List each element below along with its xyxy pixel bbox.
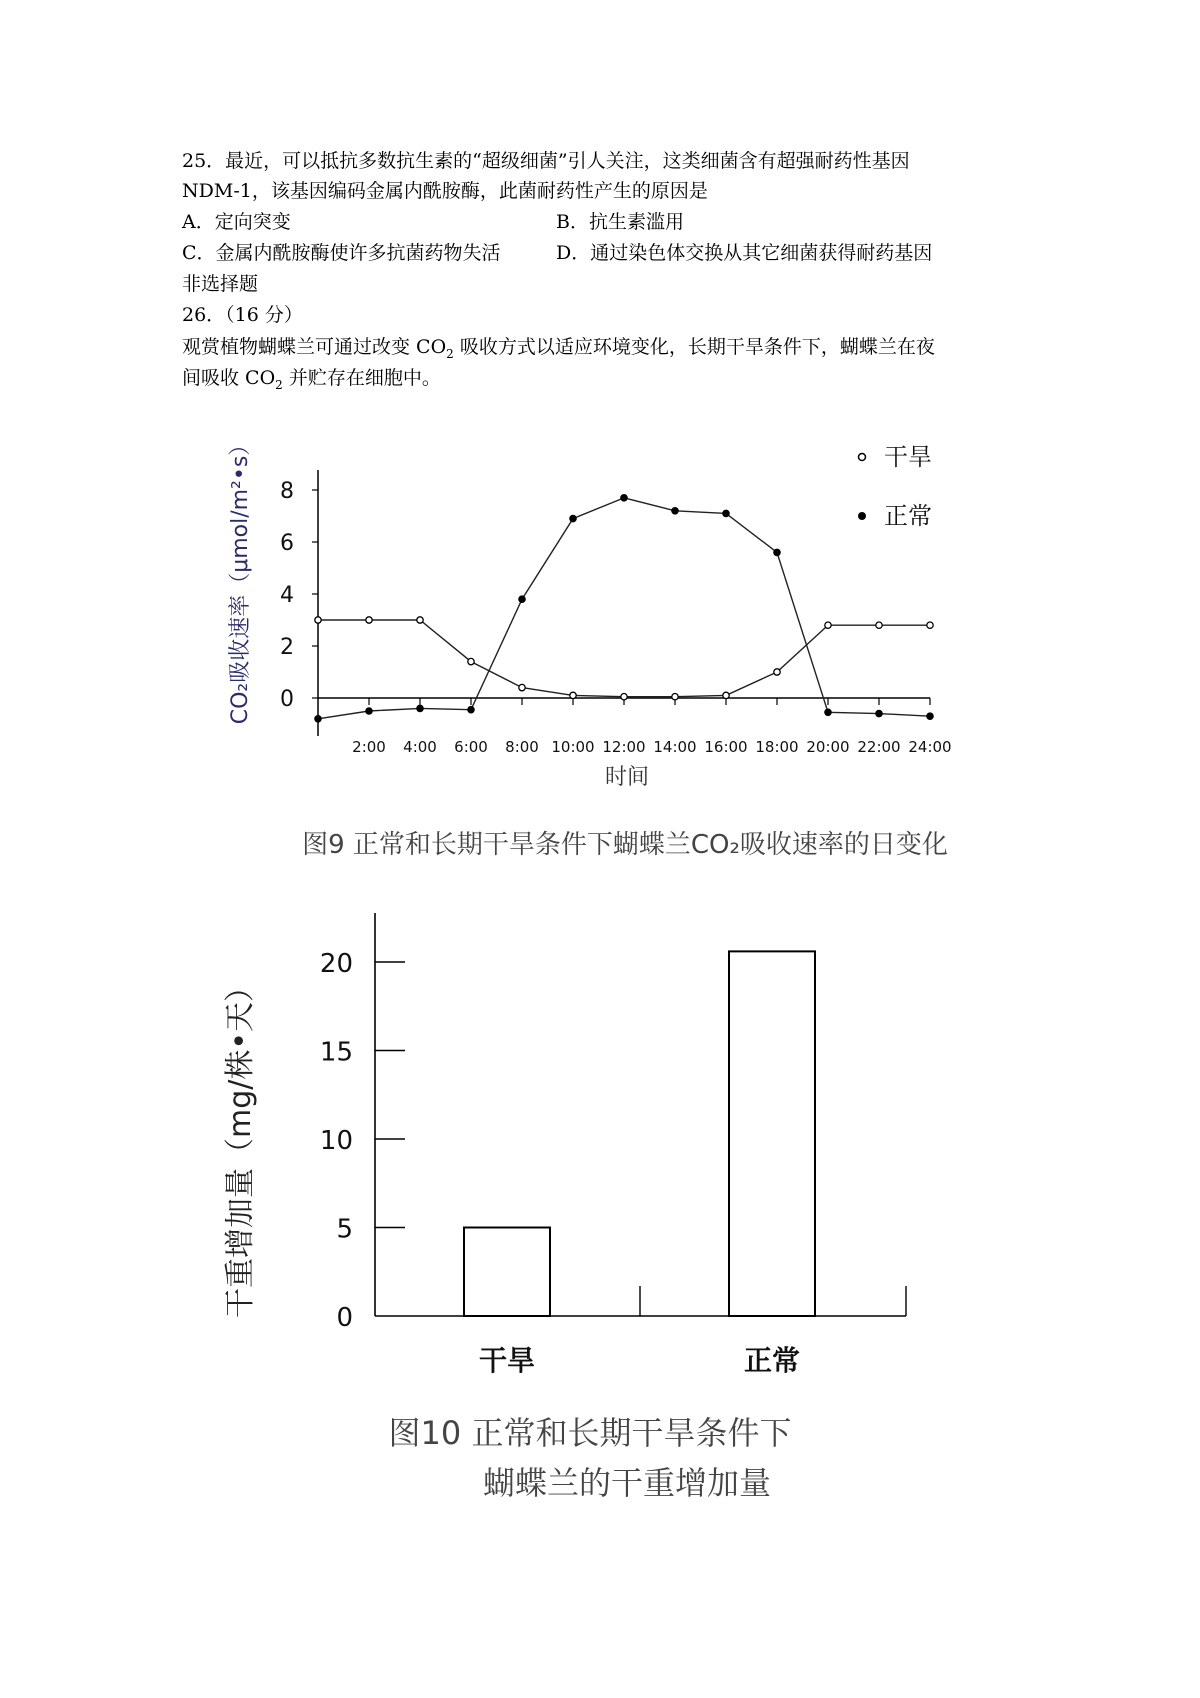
x-tick-label: 8:00 <box>505 738 539 756</box>
q26-line1-part-a: 观赏植物蝴蝶兰可通过改变 CO <box>182 336 447 358</box>
figure10-caption-line1: 图10 正常和长期干旱条件下 <box>388 1414 792 1452</box>
x-tick-label: 6:00 <box>454 738 488 756</box>
x-tick-label: 20:00 <box>806 738 850 756</box>
y-tick-label: 0 <box>280 687 294 712</box>
q26-line2-part-a: 间吸收 CO <box>182 367 276 389</box>
x-tick-label: 18:00 <box>755 738 799 756</box>
y-tick-label: 6 <box>280 531 294 556</box>
category-label-drought: 干旱 <box>478 1344 536 1377</box>
y-tick-label: 15 <box>319 1037 353 1068</box>
x-tick-label: 24:00 <box>908 738 952 756</box>
section-label: 非选择题 <box>182 273 259 295</box>
y-tick-label: 10 <box>319 1126 353 1156</box>
figure10-caption-line2: 蝴蝶兰的干重增加量 <box>482 1464 772 1502</box>
q25-stem-line1: 25．最近，可以抵抗多数抗生素的“超级细菌”引人关注，这类细菌含有超强耐药性基因 <box>182 150 910 172</box>
y-tick-label: 4 <box>280 583 294 608</box>
legend-label-drought: 干旱 <box>884 443 932 471</box>
x-tick-label: 12:00 <box>602 738 646 756</box>
category-label-normal: 正常 <box>743 1344 801 1377</box>
q25-stem-line2: NDM-1，该基因编码金属内酰胺酶，此菌耐药性产生的原因是 <box>182 180 708 202</box>
q25-option-c: C．金属内酰胺酶使许多抗菌药物失活 <box>182 242 501 264</box>
q26-header: 26．（16 分） <box>182 304 303 326</box>
x-tick-label: 4:00 <box>403 738 437 756</box>
y-tick-label: 0 <box>336 1303 353 1333</box>
q25-option-b: B．抗生素滥用 <box>556 211 684 233</box>
x-tick-label: 14:00 <box>653 738 697 756</box>
y-tick-label: 8 <box>280 479 294 504</box>
bar-normal <box>729 951 815 1316</box>
legend-label-normal: 正常 <box>884 502 932 530</box>
q25-option-d: D．通过染色体交换从其它细菌获得耐药基因 <box>556 242 933 264</box>
q25-option-a: A．定向突变 <box>182 211 291 233</box>
figure9-y-axis-label: CO₂吸收速率（μmol/m²•s） <box>228 433 253 725</box>
x-tick-label: 16:00 <box>704 738 748 756</box>
q26-line2-sub: 2 <box>275 377 283 392</box>
q26-line2-part-b: 并贮存在细胞中。 <box>282 367 441 389</box>
x-tick-label: 22:00 <box>857 738 901 756</box>
y-tick-label: 20 <box>319 949 353 979</box>
figure10-y-axis-label: 干重增加量（mg/株•天） <box>223 971 258 1319</box>
x-tick-label: 2:00 <box>352 738 386 756</box>
q26-line1-sub: 2 <box>446 346 454 361</box>
figure9-caption: 图9 正常和长期干旱条件下蝴蝶兰CO₂吸收速率的日变化 <box>302 830 948 860</box>
figure9-x-axis-label: 时间 <box>604 765 650 790</box>
bar-drought <box>464 1228 550 1317</box>
y-tick-label: 5 <box>336 1214 353 1245</box>
figure10-axes <box>320 913 906 1333</box>
x-tick-label: 10:00 <box>551 738 595 756</box>
y-tick-label: 2 <box>280 635 294 660</box>
q26-line1-part-b: 吸收方式以适应环境变化，长期干旱条件下，蝴蝶兰在夜 <box>453 336 935 358</box>
